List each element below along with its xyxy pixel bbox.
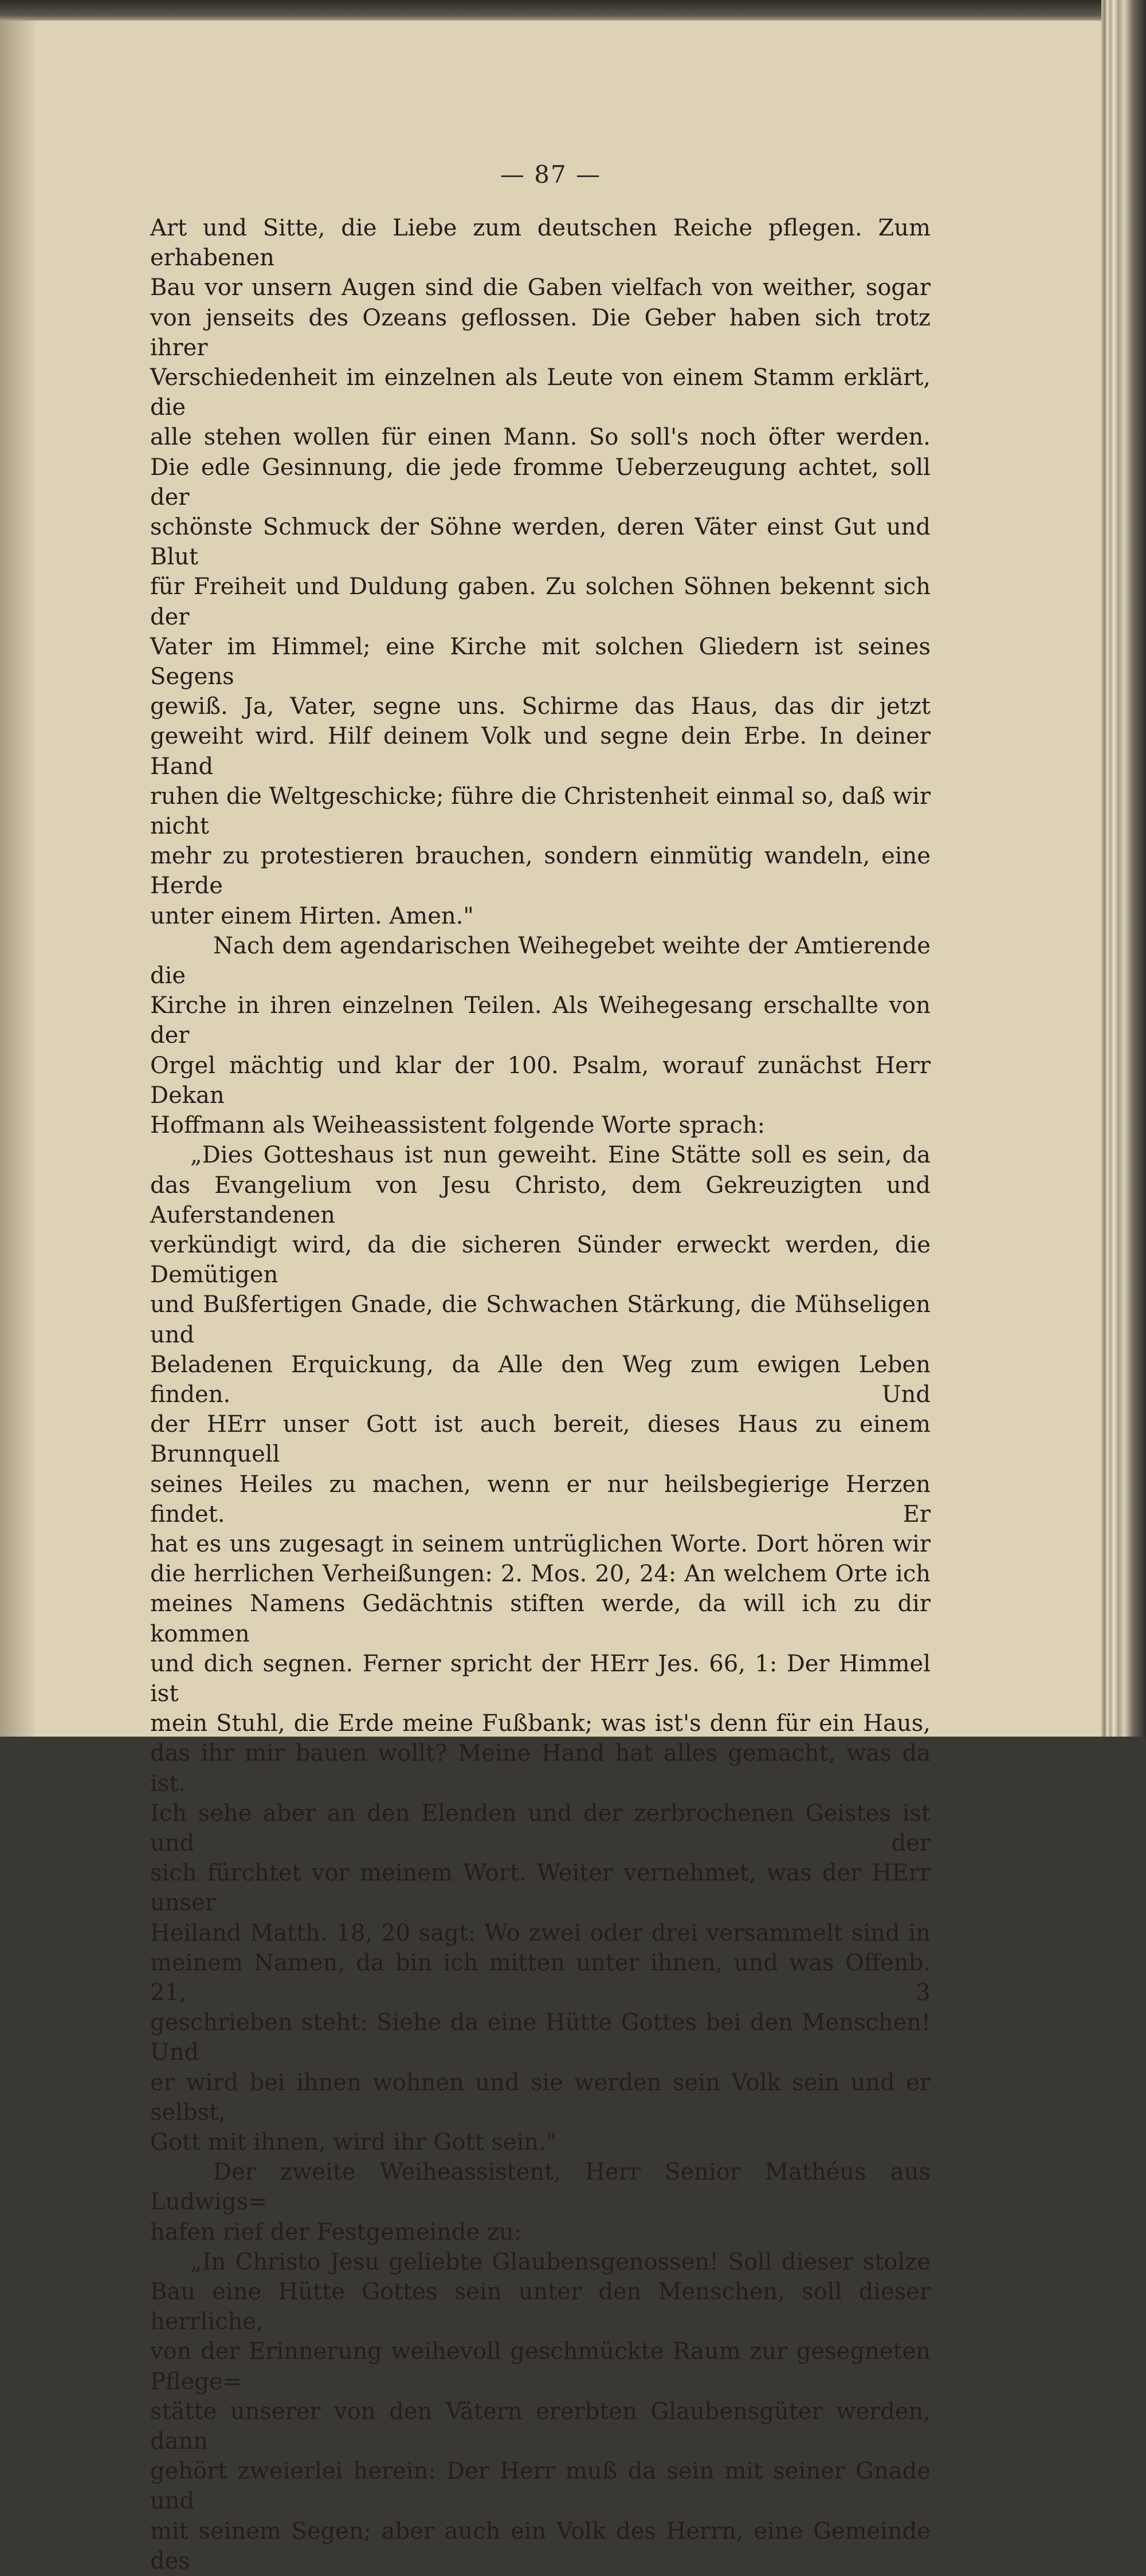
page-number-header: — 87 — xyxy=(500,160,602,189)
text-line: Bau vor unsern Augen sind die Gaben vielfach von weither, sogar xyxy=(150,274,931,301)
text-line: ruhen die Weltgeschicke; führe die Christenheit einmal so, daß wir nicht xyxy=(150,783,931,840)
text-line: Ich sehe aber an den Elenden und der zerbrochenen Geistes ist und der xyxy=(150,1800,931,1856)
text-line: Nach dem agendarischen Weihegebet weihte der Amtierende die xyxy=(150,932,931,989)
text-line: der HErr unser Gott ist auch bereit, dieses Haus zu einem Brunnquell xyxy=(150,1411,931,1468)
binding-gutter xyxy=(0,21,34,1737)
text-line: Der zweite Weiheassistent, Herr Senior Mathéus aus Ludwigs= xyxy=(150,2159,931,2216)
text-line: meinem Namen, da bin ich mitten unter ihnen, und was Offenb. 21, 3 xyxy=(150,1949,931,2006)
text-line: sich fürchtet vor meinem Wort. Weiter vernehmet, was der HErr unser xyxy=(150,1860,931,1917)
text-line: mit seinem Segen; aber auch ein Volk des Herrn, eine Gemeinde des xyxy=(150,2518,931,2574)
text-line: von jenseits des Ozeans geflossen. Die Geber haben sich trotz ihrer xyxy=(150,304,931,361)
text-line: stätte unserer von den Vätern ererbten Glaubensgüter werden, dann xyxy=(150,2398,931,2455)
text-line: „In Christo Jesu geliebte Glaubensgenossen! Soll dieser stolze xyxy=(190,2248,931,2275)
page-edges-stack xyxy=(1101,0,1146,1737)
text-line: verkündigt wird, da die sicheren Sünder erweckt werden, die Demütigen xyxy=(150,1231,931,1289)
text-line: Bau eine Hütte Gottes sein unter den Menschen, soll dieser herrliche, xyxy=(150,2279,931,2335)
text-line: mein Stuhl, die Erde meine Fußbank; was ist's denn für ein Haus, xyxy=(150,1710,931,1737)
text-line: die herrlichen Verheißungen: 2. Mos. 20, 24: An welchem Orte ich xyxy=(150,1561,931,1588)
text-line: Heiland Matth. 18, 20 sagt: Wo zwei oder drei versammelt sind in xyxy=(150,1919,931,1946)
text-line: Kirche in ihren einzelnen Teilen. Als Weihegesang erschallte von der xyxy=(150,992,931,1049)
text-line: meines Namens Gedächtnis stiften werde, da will ich zu dir kommen xyxy=(150,1591,931,1647)
text-line: geschrieben steht: Siehe da eine Hütte Gottes bei den Menschen! Und xyxy=(150,2009,931,2066)
text-line: mehr zu protestieren brauchen, sondern einmütig wandeln, eine Herde xyxy=(150,843,931,900)
text-line: gehört zweierlei herein: Der Herr muß da sein mit seiner Gnade und xyxy=(150,2458,931,2515)
text-line: Art und Sitte, die Liebe zum deutschen Reiche pflegen. Zum erhabenen xyxy=(150,215,931,272)
text-line: er wird bei ihnen wohnen und sie werden sein Volk sein und er selbst, xyxy=(150,2069,931,2126)
text-line: von der Erinnerung weihevoll geschmückte Raum zur gesegneten Pflege= xyxy=(150,2338,931,2395)
text-line: das ihr mir bauen wollt? Meine Hand hat alles gemacht, was da ist. xyxy=(150,1740,931,1797)
text-line: „Dies Gotteshaus ist nun geweiht. Eine Stätte soll es sein, da xyxy=(190,1142,931,1169)
text-line: Orgel mächtig und klar der 100. Psalm, worauf zunächst Herr Dekan xyxy=(150,1052,931,1109)
text-line: hat es uns zugesagt in seinem untrüglichen Worte. Dort hören wir xyxy=(150,1530,931,1557)
text-line: und Bußfertigen Gnade, die Schwachen Stärkung, die Mühseligen und xyxy=(150,1291,931,1348)
text-line: hafen rief der Festgemeinde zu: xyxy=(150,2218,522,2245)
text-line: alle stehen wollen für einen Mann. So soll's noch öfter werden. xyxy=(150,424,931,451)
text-line: für Freiheit und Duldung gaben. Zu solchen Söhnen bekennt sich der xyxy=(150,574,931,630)
text-line: unter einem Hirten. Amen." xyxy=(150,902,474,929)
text-line: seines Heiles zu machen, wenn er nur heilsbegierige Herzen findet. Er xyxy=(150,1471,931,1527)
text-line: und dich segnen. Ferner spricht der HErr Jes. 66, 1: Der Himmel ist xyxy=(150,1650,931,1707)
text-line: geweiht wird. Hilf deinem Volk und segne dein Erbe. In deiner Hand xyxy=(150,723,931,780)
text-line: Beladenen Erquickung, da Alle den Weg zum ewigen Leben finden. Und xyxy=(150,1351,931,1408)
text-line: Hoffmann als Weiheassistent folgende Worte sprach: xyxy=(150,1112,766,1139)
text-line: das Evangelium von Jesu Christo, dem Gekreuzigten und Auferstandenen xyxy=(150,1172,931,1228)
text-line: schönste Schmuck der Söhne werden, deren Väter einst Gut und Blut xyxy=(150,514,931,571)
body-text xyxy=(150,213,931,2576)
text-line: Die edle Gesinnung, die jede fromme Ueberzeugung achtet, soll der xyxy=(150,454,931,511)
text-line: gewiß. Ja, Vater, segne uns. Schirme das Haus, das dir jetzt xyxy=(150,693,931,720)
text-line: Verschiedenheit im einzelnen als Leute von einem Stamm erklärt, die xyxy=(150,364,931,421)
book-top-edge xyxy=(0,0,1146,22)
text-line: Vater im Himmel; eine Kirche mit solchen Gliedern ist seines Segens xyxy=(150,633,931,690)
text-line: Gott mit ihnen, wird ihr Gott sein." xyxy=(150,2129,557,2155)
